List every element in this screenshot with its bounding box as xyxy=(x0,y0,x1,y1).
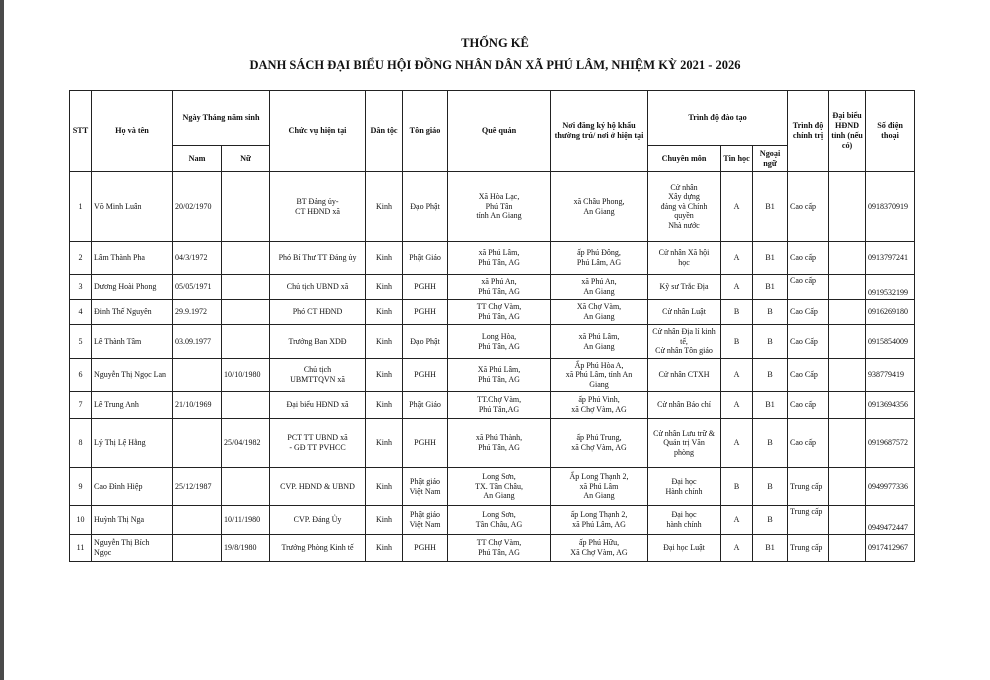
cell-it: A xyxy=(721,506,753,535)
cell-delegate xyxy=(829,325,866,359)
header-ethnicity: Dân tộc xyxy=(366,91,403,172)
cell-hometown: Long Sơn, Tân Châu, AG xyxy=(448,506,551,535)
cell-position: Trưởng Ban XDĐ xyxy=(270,325,366,359)
cell-stt: 1 xyxy=(70,172,92,242)
cell-phone: 0915854009 xyxy=(866,325,915,359)
cell-male xyxy=(173,506,222,535)
header-hometown: Quê quán xyxy=(448,91,551,172)
cell-male: 20/02/1970 xyxy=(173,172,222,242)
cell-major: Cử nhân Luật xyxy=(648,300,721,325)
cell-major: Cử nhân Địa lí kinh tế, Cử nhân Tôn giáo xyxy=(648,325,721,359)
header-dob: Ngày Tháng năm sinh xyxy=(173,91,270,146)
cell-hometown: Long Hòa, Phú Tân, AG xyxy=(448,325,551,359)
cell-it: B xyxy=(721,468,753,506)
cell-politics: Cao cấp xyxy=(788,419,829,468)
cell-residence: xã Châu Phong, An Giang xyxy=(551,172,648,242)
cell-hometown: TT Chợ Vàm, Phú Tân, AG xyxy=(448,535,551,562)
header-stt: STT xyxy=(70,91,92,172)
document-subtitle: DANH SÁCH ĐẠI BIỂU HỘI ĐỒNG NHÂN DÂN XÃ PHÚ LÂM, NHIỆM KỲ 2021 - 2026 xyxy=(249,58,741,72)
cell-phone: 0916269180 xyxy=(866,300,915,325)
cell-major: Cử nhân CTXH xyxy=(648,359,721,392)
cell-hometown: xã Phú An, Phú Tân, AG xyxy=(448,275,551,300)
cell-delegate xyxy=(829,275,866,300)
cell-language: B xyxy=(753,325,788,359)
cell-ethnicity: Kinh xyxy=(366,468,403,506)
cell-ethnicity: Kinh xyxy=(366,506,403,535)
header-politics: Trình độ chính trị xyxy=(788,91,829,172)
cell-ethnicity: Kinh xyxy=(366,419,403,468)
cell-female xyxy=(222,275,270,300)
cell-it: B xyxy=(721,325,753,359)
header-it: Tin học xyxy=(721,146,753,172)
cell-position: Phó CT HĐND xyxy=(270,300,366,325)
cell-ethnicity: Kinh xyxy=(366,242,403,275)
cell-politics: Cao cấp xyxy=(788,172,829,242)
header-religion: Tôn giáo xyxy=(403,91,448,172)
cell-phone: 0913694356 xyxy=(866,392,915,419)
cell-major: Đại học Luật xyxy=(648,535,721,562)
cell-language: B1 xyxy=(753,172,788,242)
cell-major: Đại học hành chính xyxy=(648,506,721,535)
document-title: THỐNG KÊ xyxy=(461,36,529,50)
cell-male: 29.9.1972 xyxy=(173,300,222,325)
cell-male: 05/05/1971 xyxy=(173,275,222,300)
cell-position: CVP. Đảng Ủy xyxy=(270,506,366,535)
table-row xyxy=(70,392,915,419)
cell-position: BT Đảng ủy- CT HĐND xã xyxy=(270,172,366,242)
cell-language: B xyxy=(753,419,788,468)
cell-male: 25/12/1987 xyxy=(173,468,222,506)
table-row xyxy=(70,535,915,562)
cell-stt: 5 xyxy=(70,325,92,359)
cell-stt: 6 xyxy=(70,359,92,392)
cell-delegate xyxy=(829,359,866,392)
cell-it: A xyxy=(721,359,753,392)
cell-delegate xyxy=(829,419,866,468)
table-row xyxy=(70,506,915,535)
cell-religion: PGHH xyxy=(403,300,448,325)
table-row xyxy=(70,419,915,468)
cell-residence: ấp Phú Hữu, Xã Chợ Vàm, AG xyxy=(551,535,648,562)
cell-phone: 938779419 xyxy=(866,359,915,392)
cell-stt: 9 xyxy=(70,468,92,506)
cell-religion: PGHH xyxy=(403,535,448,562)
cell-female xyxy=(222,300,270,325)
cell-male: 21/10/1969 xyxy=(173,392,222,419)
cell-residence: Xã Chợ Vàm, An Giang xyxy=(551,300,648,325)
cell-name: Nguyễn Thị Bích Ngọc xyxy=(92,535,173,562)
cell-female xyxy=(222,242,270,275)
cell-residence: xã Phú Lâm, An Giang xyxy=(551,325,648,359)
cell-residence: ấp Phú Vinh, xã Chợ Vàm, AG xyxy=(551,392,648,419)
cell-language: B xyxy=(753,468,788,506)
cell-phone: 0918370919 xyxy=(866,172,915,242)
cell-female xyxy=(222,468,270,506)
cell-position: Phó Bí Thư TT Đảng ủy xyxy=(270,242,366,275)
cell-male: 04/3/1972 xyxy=(173,242,222,275)
header-residence: Nơi đăng ký hộ khẩu thường trú/ nơi ở hiện tại xyxy=(551,91,648,172)
cell-religion: Đạo Phật xyxy=(403,172,448,242)
cell-hometown: Long Sơn, TX. Tân Châu, An Giang xyxy=(448,468,551,506)
cell-delegate xyxy=(829,300,866,325)
cell-position: Đại biểu HĐND xã xyxy=(270,392,366,419)
cell-phone: 0917412967 xyxy=(866,535,915,562)
delegate-table xyxy=(69,90,915,562)
cell-major: Cử nhân Xây dựng đảng và Chính quyền Nhà nước xyxy=(648,172,721,242)
cell-phone: 0913797241 xyxy=(866,242,915,275)
cell-phone: 0949977336 xyxy=(866,468,915,506)
cell-politics: Cao cấp xyxy=(788,392,829,419)
header-education: Trình độ đào tạo xyxy=(648,91,788,146)
cell-hometown: xã Phú Thành, Phú Tân, AG xyxy=(448,419,551,468)
cell-male: 03.09.1977 xyxy=(173,325,222,359)
cell-politics: Cao Cấp xyxy=(788,300,829,325)
cell-major: Kỹ sư Trắc Địa xyxy=(648,275,721,300)
table-row xyxy=(70,359,915,392)
window-left-edge xyxy=(0,0,4,680)
cell-hometown: xã Phú Lâm, Phú Tân, AG xyxy=(448,242,551,275)
cell-religion: PGHH xyxy=(403,419,448,468)
cell-phone: 0919687572 xyxy=(866,419,915,468)
cell-female xyxy=(222,325,270,359)
cell-language: B xyxy=(753,300,788,325)
cell-politics: Cao Cấp xyxy=(788,325,829,359)
cell-delegate xyxy=(829,242,866,275)
cell-religion: Phật Giáo xyxy=(403,392,448,419)
cell-position: PCT TT UBND xã - GĐ TT PVHCC xyxy=(270,419,366,468)
table-body xyxy=(70,172,915,562)
cell-delegate xyxy=(829,392,866,419)
cell-stt: 11 xyxy=(70,535,92,562)
cell-major: Cử nhân Lưu trữ & Quản trị Văn phòng xyxy=(648,419,721,468)
cell-name: Cao Đình Hiệp xyxy=(92,468,173,506)
cell-hometown: Xã Phú Lâm, Phú Tân, AG xyxy=(448,359,551,392)
header-delegate: Đại biểu HĐND tỉnh (nếu có) xyxy=(829,91,866,172)
cell-major: Đại học Hành chính xyxy=(648,468,721,506)
cell-ethnicity: Kinh xyxy=(366,359,403,392)
cell-ethnicity: Kinh xyxy=(366,535,403,562)
cell-ethnicity: Kinh xyxy=(366,275,403,300)
cell-residence: ấp Long Thạnh 2, xã Phú Lâm, AG xyxy=(551,506,648,535)
cell-name: Dương Hoài Phong xyxy=(92,275,173,300)
cell-name: Huỳnh Thị Nga xyxy=(92,506,173,535)
cell-stt: 4 xyxy=(70,300,92,325)
cell-position: CVP. HĐND & UBND xyxy=(270,468,366,506)
cell-residence: ấp Phú Đông, Phú Lâm, AG xyxy=(551,242,648,275)
cell-religion: Phật giáo Việt Nam xyxy=(403,506,448,535)
cell-stt: 10 xyxy=(70,506,92,535)
cell-religion: PGHH xyxy=(403,359,448,392)
cell-language: B1 xyxy=(753,242,788,275)
cell-name: Lâm Thành Pha xyxy=(92,242,173,275)
cell-it: A xyxy=(721,242,753,275)
cell-ethnicity: Kinh xyxy=(366,392,403,419)
table-row xyxy=(70,325,915,359)
cell-it: A xyxy=(721,419,753,468)
cell-name: Võ Minh Luân xyxy=(92,172,173,242)
cell-delegate xyxy=(829,506,866,535)
cell-it: A xyxy=(721,392,753,419)
cell-language: B1 xyxy=(753,392,788,419)
cell-ethnicity: Kinh xyxy=(366,172,403,242)
cell-stt: 7 xyxy=(70,392,92,419)
cell-phone: 0919532199 xyxy=(866,275,915,300)
cell-language: B1 xyxy=(753,535,788,562)
cell-language: B xyxy=(753,359,788,392)
header-male: Nam xyxy=(173,146,222,172)
cell-language: B xyxy=(753,506,788,535)
cell-hometown: TT Chợ Vàm, Phú Tân, AG xyxy=(448,300,551,325)
cell-female: 10/10/1980 xyxy=(222,359,270,392)
table-row xyxy=(70,172,915,242)
header-female: Nữ xyxy=(222,146,270,172)
cell-residence: Ấp Phú Hòa A, xã Phú Lâm, tỉnh An Giang xyxy=(551,359,648,392)
cell-it: A xyxy=(721,535,753,562)
header-name: Họ và tên xyxy=(92,91,173,172)
cell-it: B xyxy=(721,300,753,325)
cell-name: Lê Trung Anh xyxy=(92,392,173,419)
cell-residence: ấp Phú Trung, xã Chợ Vàm, AG xyxy=(551,419,648,468)
cell-delegate xyxy=(829,468,866,506)
cell-religion: PGHH xyxy=(403,275,448,300)
table-row xyxy=(70,468,915,506)
table-row xyxy=(70,275,915,300)
cell-hometown: Xã Hòa Lạc, Phú Tân tỉnh An Giang xyxy=(448,172,551,242)
header-major: Chuyên môn xyxy=(648,146,721,172)
cell-female: 25/04/1982 xyxy=(222,419,270,468)
cell-language: B1 xyxy=(753,275,788,300)
cell-male xyxy=(173,359,222,392)
header-phone: Số điện thoại xyxy=(866,91,915,172)
cell-male xyxy=(173,419,222,468)
cell-delegate xyxy=(829,535,866,562)
cell-politics: Cao cấp xyxy=(788,242,829,275)
cell-politics: Cao cấp xyxy=(788,275,829,300)
cell-residence: xã Phú An, An Giang xyxy=(551,275,648,300)
cell-hometown: TT.Chợ Vàm, Phú Tân,AG xyxy=(448,392,551,419)
cell-politics: Trung cấp xyxy=(788,468,829,506)
header-language: Ngoại ngữ xyxy=(753,146,788,172)
cell-female: 10/11/1980 xyxy=(222,506,270,535)
cell-name: Đinh Thế Nguyên xyxy=(92,300,173,325)
cell-it: A xyxy=(721,172,753,242)
cell-stt: 8 xyxy=(70,419,92,468)
cell-ethnicity: Kinh xyxy=(366,300,403,325)
table-row xyxy=(70,300,915,325)
cell-politics: Trung cấp xyxy=(788,506,829,535)
cell-major: Cử nhân Báo chí xyxy=(648,392,721,419)
cell-female xyxy=(222,172,270,242)
cell-phone: 0949472447 xyxy=(866,506,915,535)
cell-male xyxy=(173,535,222,562)
header-position: Chức vụ hiện tại xyxy=(270,91,366,172)
cell-major: Cử nhân Xã hội học xyxy=(648,242,721,275)
cell-residence: Ấp Long Thạnh 2, xã Phú Lâm An Giang xyxy=(551,468,648,506)
cell-female: 19/8/1980 xyxy=(222,535,270,562)
cell-position: Chủ tịch UBND xã xyxy=(270,275,366,300)
cell-it: A xyxy=(721,275,753,300)
cell-ethnicity: Kinh xyxy=(366,325,403,359)
cell-position: Chủ tịch UBMTTQVN xã xyxy=(270,359,366,392)
cell-delegate xyxy=(829,172,866,242)
cell-name: Lý Thị Lệ Hằng xyxy=(92,419,173,468)
cell-stt: 2 xyxy=(70,242,92,275)
cell-stt: 3 xyxy=(70,275,92,300)
cell-name: Lê Thành Tâm xyxy=(92,325,173,359)
cell-name: Nguyễn Thị Ngọc Lan xyxy=(92,359,173,392)
cell-religion: Đạo Phật xyxy=(403,325,448,359)
cell-female xyxy=(222,392,270,419)
cell-politics: Cao Cấp xyxy=(788,359,829,392)
cell-politics: Trung cấp xyxy=(788,535,829,562)
cell-religion: Phật Giáo xyxy=(403,242,448,275)
cell-position: Trưởng Phòng Kinh tế xyxy=(270,535,366,562)
cell-religion: Phật giáo Việt Nam xyxy=(403,468,448,506)
table-row xyxy=(70,242,915,275)
